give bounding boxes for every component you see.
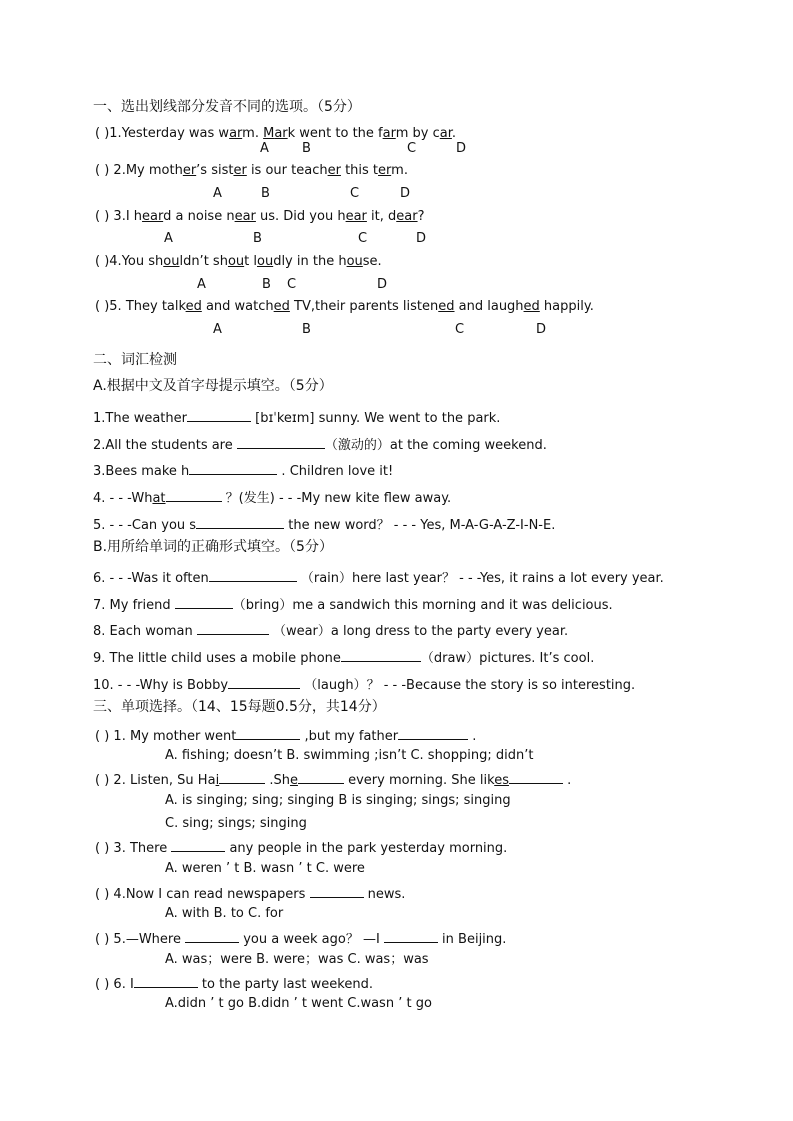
choice-question-2: ( ) 2. Listen, Su Hai .She every morning. She likes . xyxy=(95,770,571,789)
answer-blank[interactable] xyxy=(185,929,239,943)
answer-paren[interactable]: ( ) xyxy=(95,887,110,902)
vocab-item-1: 1.The weather [bɪˈkeɪm] sunny. We went to the park. xyxy=(93,408,500,427)
answer-blank[interactable] xyxy=(187,408,251,422)
choice-question-1: ( ) 1. My mother went ,but my father . xyxy=(95,726,476,745)
word-form-item-7: 7. My friend （bring）me a sandwich this morning and it was delicious. xyxy=(93,595,613,614)
question-1-1: ( )1.Yesterday was warm. Mark went to the farm by car. xyxy=(95,126,457,141)
choice-options-2b[interactable]: C. sing; sings; singing xyxy=(165,816,307,831)
answer-paren[interactable]: ( ) xyxy=(95,773,110,788)
answer-blank[interactable] xyxy=(209,568,297,582)
answer-paren[interactable]: ( ) xyxy=(95,729,110,744)
answer-blank[interactable] xyxy=(341,648,421,662)
choice-question-5: ( ) 5.—Where you a week ago？ —I in Beijing. xyxy=(95,929,506,948)
answer-blank[interactable] xyxy=(310,884,364,898)
choice-options-3[interactable]: A. weren ’ t B. wasn ’ t C. were xyxy=(165,861,365,876)
section-2b-title: B.用所给单词的正确形式填空。（5分） xyxy=(93,539,333,555)
vocab-item-2: 2.All the students are （激动的）at the coming weekend. xyxy=(93,435,547,454)
answer-paren[interactable]: ( ) xyxy=(95,841,110,856)
answer-paren[interactable]: ( ) xyxy=(95,209,110,224)
answer-paren[interactable]: ( ) xyxy=(95,254,110,269)
answer-blank[interactable] xyxy=(134,974,198,988)
answer-blank[interactable] xyxy=(175,595,233,609)
section-2-title: 二、词汇检测 xyxy=(93,352,177,368)
section-3-title: 三、单项选择。（14、15每题0.5分，共14分） xyxy=(93,699,386,715)
answer-blank[interactable] xyxy=(509,770,563,784)
answer-blank[interactable] xyxy=(228,675,300,689)
choice-question-4: ( ) 4.Now I can read newspapers news. xyxy=(95,884,405,903)
question-1-2: ( ) 2.My mother’s sister is our teacher this term. xyxy=(95,163,408,178)
word-form-item-9: 9. The little child uses a mobile phone （draw）pictures. It’s cool. xyxy=(93,648,594,667)
answer-blank[interactable] xyxy=(398,726,468,740)
answer-blank[interactable] xyxy=(197,621,269,635)
choice-options-2a[interactable]: A. is singing; sing; singing B is singing; sings; singing xyxy=(165,793,511,808)
choice-options-5[interactable]: A. was；were B. were；was C. was；was xyxy=(165,952,429,967)
question-1-4: ( )4.You shouldn’t shout loudly in the house. xyxy=(95,254,382,269)
section-2a-title: A.根据中文及首字母提示填空。（5分） xyxy=(93,378,333,394)
question-1-3: ( ) 3.I heard a noise near us. Did you hear it, dear? xyxy=(95,209,425,224)
vocab-item-3: 3.Bees make h . Children love it! xyxy=(93,461,393,480)
answer-blank[interactable] xyxy=(171,838,225,852)
answer-blank[interactable] xyxy=(166,488,222,502)
choice-question-3: ( ) 3. There any people in the park yesterday morning. xyxy=(95,838,507,857)
choice-options-4[interactable]: A. with B. to C. for xyxy=(165,906,284,921)
answer-blank[interactable] xyxy=(189,461,277,475)
answer-paren[interactable]: ( ) xyxy=(95,126,110,141)
answer-blank[interactable] xyxy=(298,770,344,784)
word-form-item-8: 8. Each woman （wear）a long dress to the party every year. xyxy=(93,621,568,640)
vocab-item-4: 4. - - -What ？(发生) - - -My new kite flew away. xyxy=(93,488,451,507)
section-1-title: 一、选出划线部分发音不同的选项。（5分） xyxy=(93,99,361,115)
vocab-item-5: 5. - - -Can you s the new word？ - - - Yes, M-A-G-A-Z-I-N-E. xyxy=(93,515,555,534)
answer-blank[interactable] xyxy=(236,726,300,740)
answer-paren[interactable]: ( ) xyxy=(95,932,110,947)
answer-blank[interactable] xyxy=(219,770,265,784)
choice-options-6[interactable]: A.didn ’ t go B.didn ’ t went C.wasn ’ t go xyxy=(165,996,432,1011)
answer-blank[interactable] xyxy=(237,435,325,449)
answer-paren[interactable]: ( ) xyxy=(95,299,110,314)
question-1-5: ( )5. They talked and watched TV,their parents listened and laughed happily. xyxy=(95,299,594,314)
choice-options-1[interactable]: A. fishing; doesn’t B. swimming ;isn’t C. shopping; didn’t xyxy=(165,748,534,763)
answer-paren[interactable]: ( ) xyxy=(95,163,110,178)
word-form-item-6: 6. - - -Was it often （rain）here last year？ - - -Yes, it rains a lot every year. xyxy=(93,568,664,587)
answer-blank[interactable] xyxy=(196,515,284,529)
word-form-item-10: 10. - - -Why is Bobby （laugh）？ - - -Because the story is so interesting. xyxy=(93,675,635,694)
answer-paren[interactable]: ( ) xyxy=(95,977,110,992)
choice-question-6: ( ) 6. I to the party last weekend. xyxy=(95,974,373,993)
answer-blank[interactable] xyxy=(384,929,438,943)
